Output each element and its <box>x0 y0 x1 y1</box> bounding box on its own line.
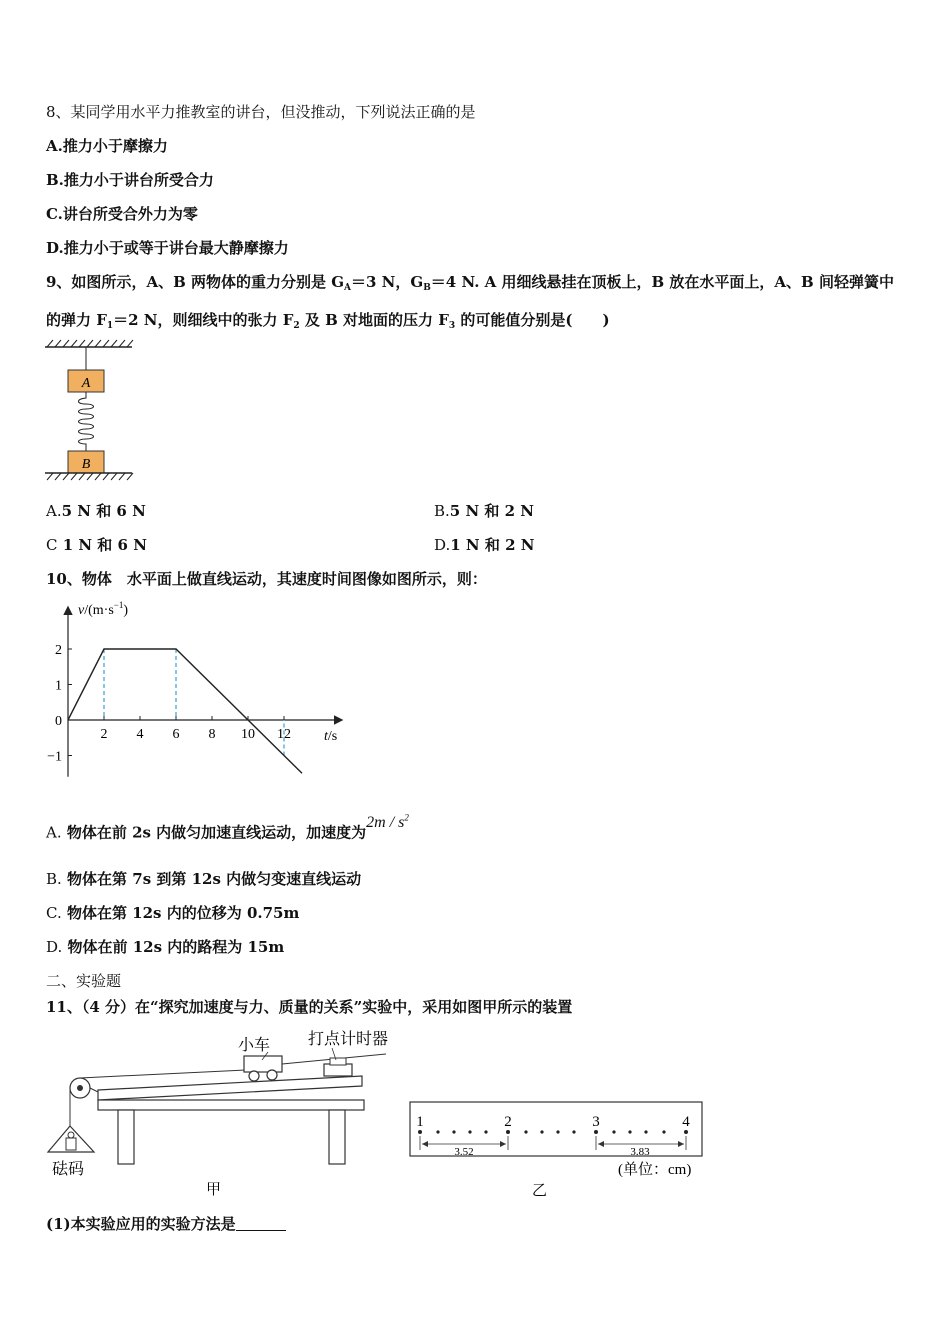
block-a-label: A <box>81 376 91 391</box>
q11-stem: 11、（4 分）在“探究加速度与力、质量的关系”实验中，采用如图甲所示的装置 <box>46 998 573 1016</box>
distance-1-label: 3.52 <box>454 1146 474 1158</box>
q9-option-d[interactable]: D.1 N 和 2 N <box>434 536 535 554</box>
unit-note: (单位：cm) <box>618 1162 692 1178</box>
weight-label: 砝码 <box>52 1161 85 1178</box>
point-1-label: 1 <box>416 1114 424 1130</box>
answer-blank[interactable] <box>236 1216 286 1231</box>
tape-figure-yi <box>408 1100 708 1200</box>
q9-spring-figure <box>40 338 140 483</box>
y-tick-label: 2 <box>55 643 62 658</box>
point-4-label: 4 <box>682 1114 690 1130</box>
velocity-line <box>68 649 302 773</box>
q8-option-a[interactable]: A.推力小于摩擦力 <box>46 137 168 155</box>
y-axis-label: $v/(m\cdot s^{-1})$ <box>78 600 129 618</box>
block-b-label: B <box>81 457 91 472</box>
q10-stem: 10、物体 水平面上做直线运动，其速度时间图像如图所示，则： <box>46 570 487 588</box>
fig-yi-caption: 乙 <box>532 1183 548 1199</box>
y-tick-label: 1 <box>55 678 62 694</box>
point-2-label: 2 <box>504 1114 512 1130</box>
q9-option-b[interactable]: B.5 N 和 2 N <box>434 502 534 520</box>
q8-stem: 8、某同学用水平力推教室的讲台，但没推动，下列说法正确的是 <box>46 103 476 121</box>
x-tick-label: 2 <box>100 727 108 742</box>
y-tick-label: 0 <box>55 714 62 729</box>
y-tick-label: −1 <box>47 749 62 765</box>
q8-option-c[interactable]: C.讲台所受合外力为零 <box>46 205 198 223</box>
q11-sub1: (1)本实验应用的实验方法是 <box>46 1214 286 1234</box>
x-tick-label: 4 <box>136 727 144 742</box>
fig-jia-caption: 甲 <box>206 1182 222 1198</box>
x-tick-label: 6 <box>172 727 180 742</box>
x-axis-label: t/s <box>324 729 338 744</box>
vt-chart <box>40 598 350 783</box>
q10-option-b[interactable]: B. 物体在第 7s 到第 12s 内做匀变速直线运动 <box>46 870 362 888</box>
q8-option-b[interactable]: B.推力小于讲台所受合力 <box>46 171 214 189</box>
distance-2-label: 3.83 <box>630 1146 650 1158</box>
q10-option-c[interactable]: C. 物体在第 12s 内的位移为 0.75m <box>46 904 300 922</box>
q9-stem-line1: 9、如图所示，A、B 两物体的重力分别是 $G_A=3$ N，$G_B=4$ N. A 用细线悬挂在顶板上，B 放在水平面上，A、B 间轻弹簧中 <box>46 273 894 293</box>
x-tick-label: 12 <box>277 727 291 742</box>
q9-option-a[interactable]: A.5 N 和 6 N <box>46 502 146 520</box>
point-3-label: 3 <box>592 1114 600 1130</box>
timer-label: 打点计时器 <box>308 1031 389 1048</box>
q10-option-a[interactable]: A. 物体在前 2s 内做匀加速直线运动，加速度为$2m / s^2$ <box>46 813 409 842</box>
acceleration-formula: $2m / s^2$ <box>366 813 409 832</box>
q10-option-d[interactable]: D. 物体在前 12s 内的路程为 15m <box>46 938 285 956</box>
timer <box>324 1064 352 1076</box>
x-tick-label: 8 <box>208 727 216 742</box>
q9-stem-line2: 的弹力 $F_1=2$ N，则细线中的张力 $F_2$ 及 B 对地面的压力 $F_3$ 的可能值分别是( ) <box>46 311 610 331</box>
section-title: 二、实验题 <box>46 972 122 990</box>
q8-option-d[interactable]: D.推力小于或等于讲台最大静摩擦力 <box>46 239 289 257</box>
q9-option-c[interactable]: C 1 N 和 6 N <box>46 536 147 554</box>
cart-label: 小车 <box>238 1037 271 1054</box>
apparatus-figure-jia <box>46 1024 406 1204</box>
x-tick-label: 10 <box>241 727 255 742</box>
